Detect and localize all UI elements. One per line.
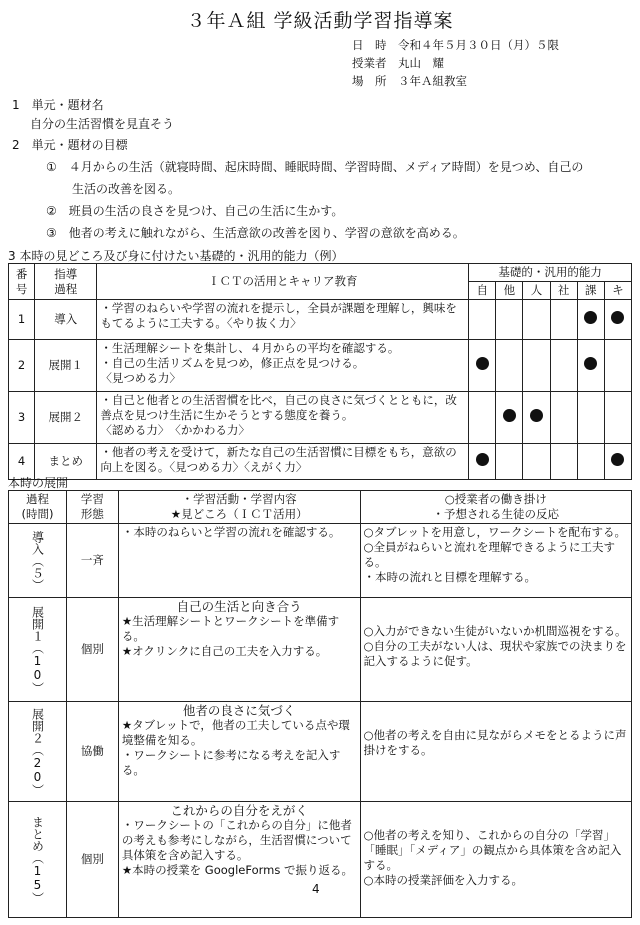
ability-cell — [469, 444, 496, 480]
row-stage: まとめ — [35, 444, 97, 480]
ability-cell — [577, 340, 604, 392]
header-ict: ＩＣＴの活用とキャリア教育 — [97, 264, 469, 300]
process-label: 展開２（20） — [30, 707, 45, 796]
section-2-title: 2 単元・題材の目標 — [12, 138, 128, 152]
filled-circle-icon — [611, 311, 624, 324]
ability-cell — [550, 340, 577, 392]
table-row — [9, 444, 632, 480]
row-num: 4 — [9, 444, 35, 480]
form-label: 個別 — [66, 598, 118, 702]
header-stage: 指導 過程 — [35, 264, 97, 300]
goal-3: ③ 他者の考えに触れながら、生活意欲の改善を図り、学習の意欲を高める。 — [46, 226, 465, 240]
section-4-title: 本時の展開 — [8, 476, 69, 490]
activity-text: ★生活理解シートとワークシートを準備する。 ★オクリンクに自己の工夫を入力する。 — [121, 614, 340, 658]
ability-cell — [496, 444, 523, 480]
teacher-text: ○タブレットを用意し，ワークシートを配布する。 ○全員がねらいと流れを理解できるように工夫する。 ・本時の流れと目標を理解する。 — [360, 524, 632, 598]
row-stage: 導入 — [35, 300, 97, 340]
table-row — [9, 300, 632, 340]
goal-1: ① ４月からの生活（就寝時間、起床時間、睡眠時間、学習時間、メディア時間）を見つめ、自己の — [46, 160, 584, 174]
ability-table — [8, 263, 632, 480]
row-text: ・他者の考えを受けて，新たな自己の生活習慣に目標をもち，意欲の向上を図る。〈見つめる力〉〈えがく力〉 — [97, 444, 469, 480]
process-label: 展開１（10） — [30, 605, 45, 694]
process-label: 導入（５） — [30, 530, 45, 591]
ability-cell — [604, 340, 631, 392]
filled-circle-icon — [530, 409, 543, 422]
header-activity: ・学習活動・学習内容 ★見どころ（ＩＣＴ活用） — [118, 491, 360, 524]
row-stage: 展開２ — [35, 392, 97, 444]
ability-cell — [469, 300, 496, 340]
row-text: ・学習のねらいや学習の流れを提示し，全員が課題を理解し，興味をもてるように工夫する。〈やり抜く力〉 — [97, 300, 469, 340]
process-label: まとめ（15） — [30, 815, 45, 904]
page-title: ３年Ａ組 学級活動学習指導案 — [186, 10, 454, 32]
header-form: 学習 形態 — [66, 491, 118, 524]
form-label: 協働 — [66, 702, 118, 802]
col-ji: 自 — [469, 282, 496, 300]
activity-subtitle: 他者の良さに気づく — [182, 703, 296, 718]
ability-cell — [550, 392, 577, 444]
ability-cell — [604, 392, 631, 444]
ability-cell — [523, 444, 550, 480]
header-process: 過程 (時間) — [9, 491, 67, 524]
table-row — [9, 524, 632, 598]
table-row — [9, 392, 632, 444]
table-row — [9, 802, 632, 918]
ability-cell — [604, 300, 631, 340]
header-num: 番 号 — [9, 264, 35, 300]
row-stage: 展開１ — [35, 340, 97, 392]
form-label: 個別 — [66, 802, 118, 918]
filled-circle-icon — [611, 453, 624, 466]
teacher-text: ○他者の考えを自由に見ながらメモをとるように声掛けをする。 — [360, 702, 632, 802]
header-teacher: ○授業者の働き掛け ・予想される生徒の反応 — [360, 491, 632, 524]
filled-circle-icon — [584, 357, 597, 370]
ability-cell — [523, 392, 550, 444]
ability-cell — [577, 300, 604, 340]
lesson-flow-table — [8, 490, 632, 918]
table-row — [9, 340, 632, 392]
col-hito: 人 — [523, 282, 550, 300]
ability-cell — [523, 340, 550, 392]
ability-cell — [550, 444, 577, 480]
header-date: 日 時 令和４年５月３０日（月）５限 — [352, 38, 559, 52]
ability-cell — [550, 300, 577, 340]
col-ki: キ — [604, 282, 631, 300]
activity-subtitle: これからの自分をえがく — [170, 803, 308, 818]
row-text: ・自己と他者との生活習慣を比べ，自己の良さに気づくとともに，改善点を見つけ生活に生かそうとする態度を養う。 〈認める力〉 〈かかわる力〉 — [97, 392, 469, 444]
section-1-body: 自分の生活習慣を見直そう — [30, 117, 175, 131]
filled-circle-icon — [476, 453, 489, 466]
section-1-title: 1 単元・題材名 — [12, 98, 104, 112]
filled-circle-icon — [476, 357, 489, 370]
row-num: 3 — [9, 392, 35, 444]
ability-cell — [604, 444, 631, 480]
ability-cell — [496, 340, 523, 392]
table-row — [9, 598, 632, 702]
ability-cell — [496, 392, 523, 444]
activity-text: ・ワークシートの「これからの自分」に他者の考えも参考にしながら，生活習慣について具体策を含め記入する。 ★本時の授業を GoogleForms で振り返る。 — [121, 818, 353, 877]
activity-subtitle: 自己の生活と向き合う — [176, 599, 302, 614]
row-num: 2 — [9, 340, 35, 392]
filled-circle-icon — [503, 409, 516, 422]
ability-cell — [496, 300, 523, 340]
ability-cell — [469, 340, 496, 392]
ability-cell — [577, 444, 604, 480]
page-number: 4 — [312, 882, 320, 896]
activity-text: ・本時のねらいと学習の流れを確認する。 — [118, 524, 360, 598]
teacher-text: ○入力ができない生徒がいないか机間巡視をする。 ○自分の工夫がない人は、現状や家族での決まりを記入するように促す。 — [360, 598, 632, 702]
goal-2: ② 班員の生活の良さを見つけ、自己の生活に生かす。 — [46, 204, 344, 218]
ability-cell — [577, 392, 604, 444]
section-3-title: 3 本時の見どころ及び身に付けたい基礎的・汎用的能力（例） — [8, 249, 344, 263]
row-num: 1 — [9, 300, 35, 340]
form-label: 一斉 — [66, 524, 118, 598]
col-ka: 課 — [577, 282, 604, 300]
table-row — [9, 702, 632, 802]
goal-1-cont: 生活の改善を図る。 — [72, 182, 181, 196]
col-ta: 他 — [496, 282, 523, 300]
ability-cell — [469, 392, 496, 444]
header-ability: 基礎的・汎用的能力 — [469, 264, 632, 282]
header-place: 場 所 ３年Ａ組教室 — [352, 74, 467, 88]
activity-text: ★タブレットで，他者の工夫している点や環境整備を知る。 ・ワークシートに参考になる考えを記入する。 — [121, 718, 350, 777]
row-text: ・生活理解シートを集計し、４月からの平均を確認する。 ・自己の生活リズムを見つめ，修正点を見つける。 〈見つめる力〉 — [97, 340, 469, 392]
col-sha: 社 — [550, 282, 577, 300]
filled-circle-icon — [584, 311, 597, 324]
teacher-text: ○他者の考えを知り、これからの自分の「学習」「睡眠」「メディア」の観点から具体策を含め記入する。 ○本時の授業評価を入力する。 — [360, 802, 632, 918]
header-teacher: 授業者 丸山 耀 — [352, 56, 444, 70]
ability-cell — [523, 300, 550, 340]
